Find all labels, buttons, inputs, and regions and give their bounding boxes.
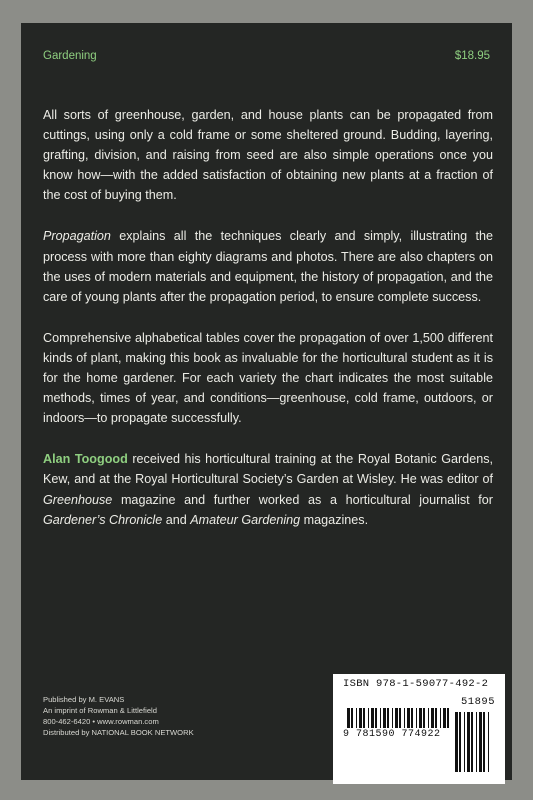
publisher-line-2: An imprint of Rowman & Littlefield xyxy=(43,706,157,715)
publisher-info xyxy=(43,694,194,738)
bio-text-2: magazine and further worked as a horticultural journalist for xyxy=(112,492,493,507)
price-code: 51895 xyxy=(460,696,495,708)
book-title: Propagation xyxy=(43,229,111,244)
price-label: $18.95 xyxy=(454,50,490,62)
magazine-amateur-gardening: Amateur Gardening xyxy=(190,512,301,527)
barcode-digits: 9 781590 774922 xyxy=(343,729,441,740)
bio-text-4: magazines. xyxy=(300,512,369,527)
blurb-paragraph-1: All sorts of greenhouse, garden, and house plants can be propagated from cuttings, using only a cold frame or some sheltered ground. Budding, layering, grafting, division, and raising from seed are also simple operations once you know how—with the added satisfaction of obtaining new plants at a fraction of the cost of buying them. xyxy=(43,108,493,203)
isbn-label: ISBN 978-1-59077-492-2 xyxy=(343,678,489,690)
category-label: Gardening xyxy=(43,50,97,62)
barcode-box xyxy=(333,674,505,784)
back-cover xyxy=(21,23,512,780)
blurb-paragraph-3: Comprehensive alphabetical tables cover the propagation of over 1,500 different kinds of plant, making this book as invaluable for the horticultural student as it is for the home gardener. For each variety the chart indicates the most suitable methods, times of year, and conditions—greenhouse, cold frame, outdoors, or indoors—to propagate successfully. xyxy=(43,330,493,426)
blurb xyxy=(43,105,493,551)
author-bio xyxy=(43,449,493,529)
blurb-paragraph-2 xyxy=(43,226,493,306)
blurb-paragraph-2-text: explains all the techniques clearly and simply, illustrating the process with more than eighty diagrams and photos. There are also chapters on the uses of modern materials and equipment, the history of propagation, and the care of young plants after the propagation period, to ensure complete success. xyxy=(43,229,493,304)
publisher-line-1: Published by M. EVANS xyxy=(43,695,125,704)
bio-text-3: and xyxy=(162,512,191,527)
author-name: Alan Toogood xyxy=(43,452,128,467)
bio-text-1: received his horticultural training at the Royal Botanic Gardens, Kew, and at the Royal Horticultural Society’s Garden at Wisley. He was editor of xyxy=(43,452,493,487)
magazine-gardeners-chronicle: Gardener’s Chronicle xyxy=(43,512,163,527)
magazine-greenhouse: Greenhouse xyxy=(43,492,113,507)
publisher-line-4: Distributed by NATIONAL BOOK NETWORK xyxy=(43,728,194,737)
publisher-line-3: 800-462-6420 • www.rowman.com xyxy=(43,717,159,726)
